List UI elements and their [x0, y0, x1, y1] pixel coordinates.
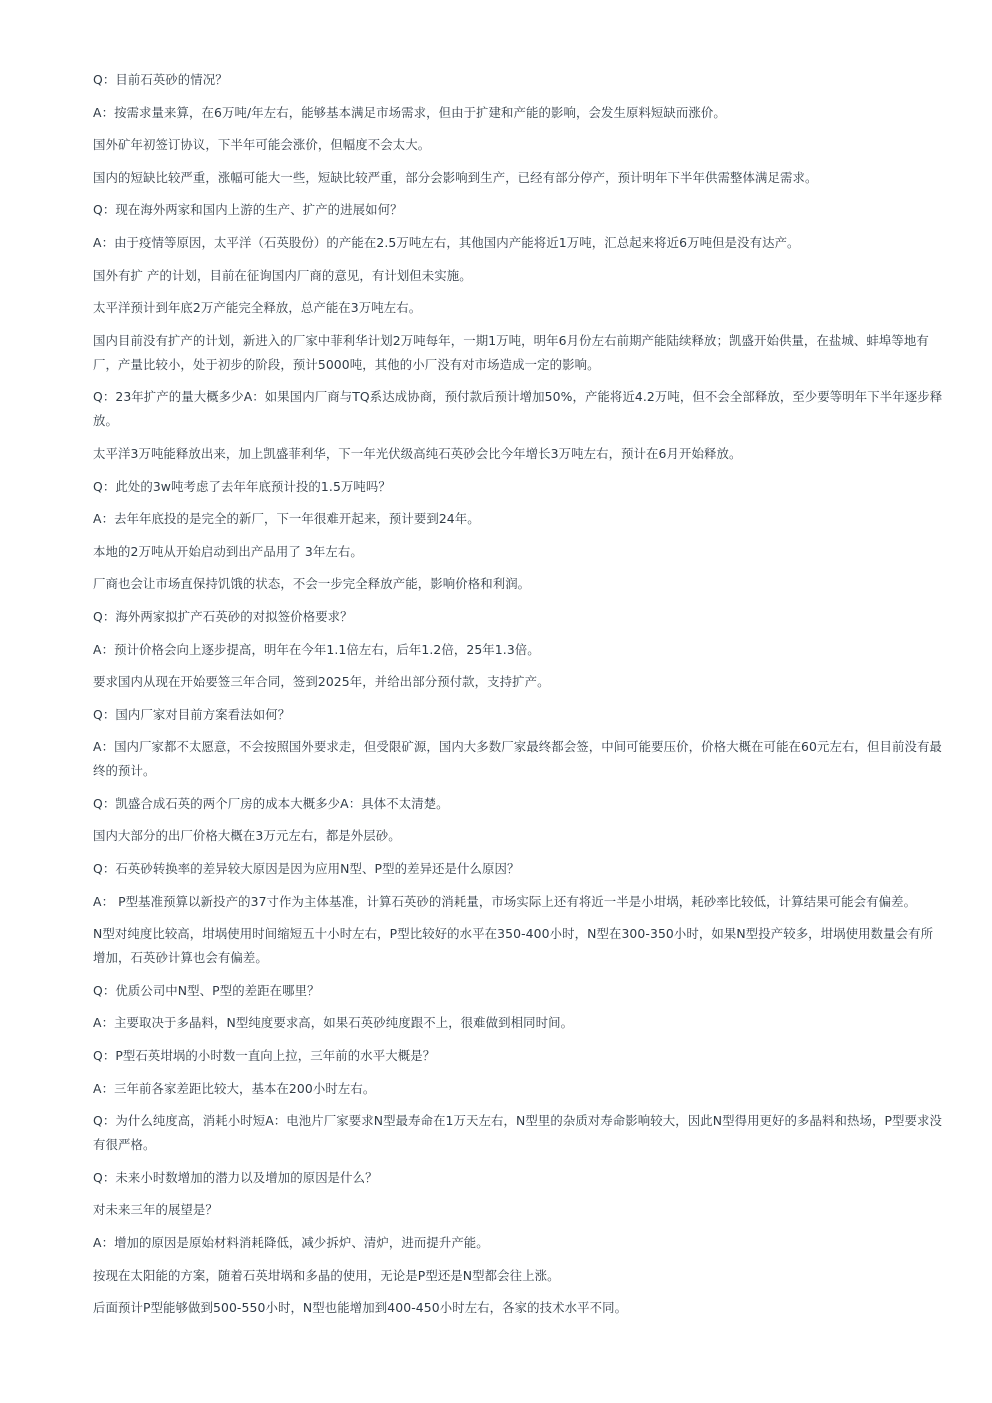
- paragraph: Q：目前石英砂的情况？: [93, 72, 228, 87]
- paragraph: 国内的短缺比较严重，涨幅可能大一些，短缺比较严重，部分会影响到生产，已经有部分停产，预计明年下半年供需整体满足需求。: [93, 169, 818, 185]
- paragraph: A：增加的原因是原始材料消耗降低，减少拆炉、清炉，进而提升产能。: [93, 1235, 489, 1250]
- paragraph: 国外矿年初签订协议，下半年可能会涨价，但幅度不会太大。: [93, 137, 431, 153]
- paragraph: 国外有扩 产的计划，目前在征询国内厂商的意见，有计划但未实施。: [93, 267, 472, 283]
- paragraph: Q：现在海外两家和国内上游的生产、扩产的进展如何？: [93, 202, 403, 218]
- paragraph: Q：优质公司中N型、P型的差距在哪里？: [93, 982, 320, 998]
- paragraph: Q：此处的3w吨考虑了去年年底预计投的1.5万吨吗？: [93, 478, 391, 494]
- paragraph: Q：国内厂家对目前方案看法如何？: [93, 706, 291, 722]
- paragraph: 要求国内从现在开始要签三年合同，签到2025年，并给出部分预付款，支持扩产。: [93, 674, 550, 690]
- paragraph: A：去年年底投的是完全的新厂，下一年很难开起来，预计要到24年。: [93, 511, 480, 527]
- document-body: [93, 68, 945, 1329]
- paragraph: 本地的2万吨从开始启动到出产品用了 3年左右。: [93, 543, 363, 559]
- paragraph: 国内目前没有扩产的计划，新进入的厂家中菲利华计划2万吨每年，一期1万吨，明年6月份左右前期产能陆续释放；凯盛开始供量，在盐城、蚌埠等地有厂，产量比较小，处于初步的阶段，预计5000吨，其他的小厂没有对市场造成一定的影响。: [93, 332, 929, 372]
- paragraph: 厂商也会让市场直保持饥饿的状态，不会一步完全释放产能，影响价格和利润。: [93, 576, 531, 592]
- paragraph: A：三年前各家差距比较大，基本在200小时左右。: [93, 1080, 376, 1096]
- paragraph: Q：未来小时数增加的潜力以及增加的原因是什么？: [93, 1169, 378, 1185]
- paragraph: 太平洋3万吨能释放出来，加上凯盛菲利华，下一年光伏级高纯石英砂会比今年增长3万吨左右，预计在6月开始释放。: [93, 445, 742, 461]
- paragraph: A：主要取决于多晶料，N型纯度要求高，如果石英砂纯度跟不上，很难做到相同时间。: [93, 1015, 574, 1031]
- paragraph: Q：石英砂转换率的差异较大原因是因为应用N型、P型的差异还是什么原因？: [93, 861, 520, 877]
- paragraph: Q：P型石英坩埚的小时数一直向上拉，三年前的水平大概是？: [93, 1048, 436, 1064]
- paragraph: Q：凯盛合成石英的两个厂房的成本大概多少A：具体不太清楚。: [93, 795, 449, 811]
- paragraph: Q：海外两家拟扩产石英砂的对拟签价格要求？: [93, 608, 353, 624]
- paragraph: 对未来三年的展望是？: [93, 1202, 218, 1218]
- paragraph: A： P型基准预算以新投产的37寸作为主体基准，计算石英砂的消耗量，市场实际上还有将近一半是小坩埚，耗砂率比较低，计算结果可能会有偏差。: [93, 893, 917, 909]
- paragraph: Q：23年扩产的量大概多少A：如果国内厂商与TQ系达成协商，预付款后预计增加50%，产能将近4.2万吨，但不会全部释放，至少要等明年下半年逐步释放。: [93, 389, 943, 429]
- paragraph: N型对纯度比较高，坩埚使用时间缩短五十小时左右，P型比较好的水平在350-400小时，N型在300-350小时，如果N型投产较多，坩埚使用数量会有所增加，石英砂计算也会有偏差。: [93, 926, 934, 966]
- paragraph: 后面预计P型能够做到500-550小时，N型也能增加到400-450小时左右，各家的技术水平不同。: [93, 1300, 628, 1316]
- paragraph: 按现在太阳能的方案，随着石英坩埚和多晶的使用，无论是P型还是N型都会往上涨。: [93, 1267, 560, 1283]
- paragraph: A：按需求量来算，在6万吨/年左右，能够基本满足市场需求，但由于扩建和产能的影响，会发生原料短缺而涨价。: [93, 104, 726, 120]
- paragraph: A：预计价格会向上逐步提高，明年在今年1.1倍左右，后年1.2倍，25年1.3倍。: [93, 641, 540, 657]
- paragraph: 国内大部分的出厂价格大概在3万元左右，都是外层砂。: [93, 828, 401, 844]
- paragraph: A：由于疫情等原因，太平洋（石英股份）的产能在2.5万吨左右，其他国内产能将近1万吨，汇总起来将近6万吨但是没有达产。: [93, 234, 800, 250]
- paragraph: 太平洋预计到年底2万产能完全释放，总产能在3万吨左右。: [93, 300, 422, 316]
- paragraph: Q：为什么纯度高，消耗小时短A：电池片厂家要求N型最寿命在1万天左右，N型里的杂质对寿命影响较大，因此N型得用更好的多晶料和热场，P型要求没有很严格。: [93, 1113, 942, 1153]
- paragraph: A：国内厂家都不太愿意，不会按照国外要求走，但受限矿源，国内大多数厂家最终都会签，中间可能要压价，价格大概在可能在60元左右，但目前没有最终的预计。: [93, 739, 942, 779]
